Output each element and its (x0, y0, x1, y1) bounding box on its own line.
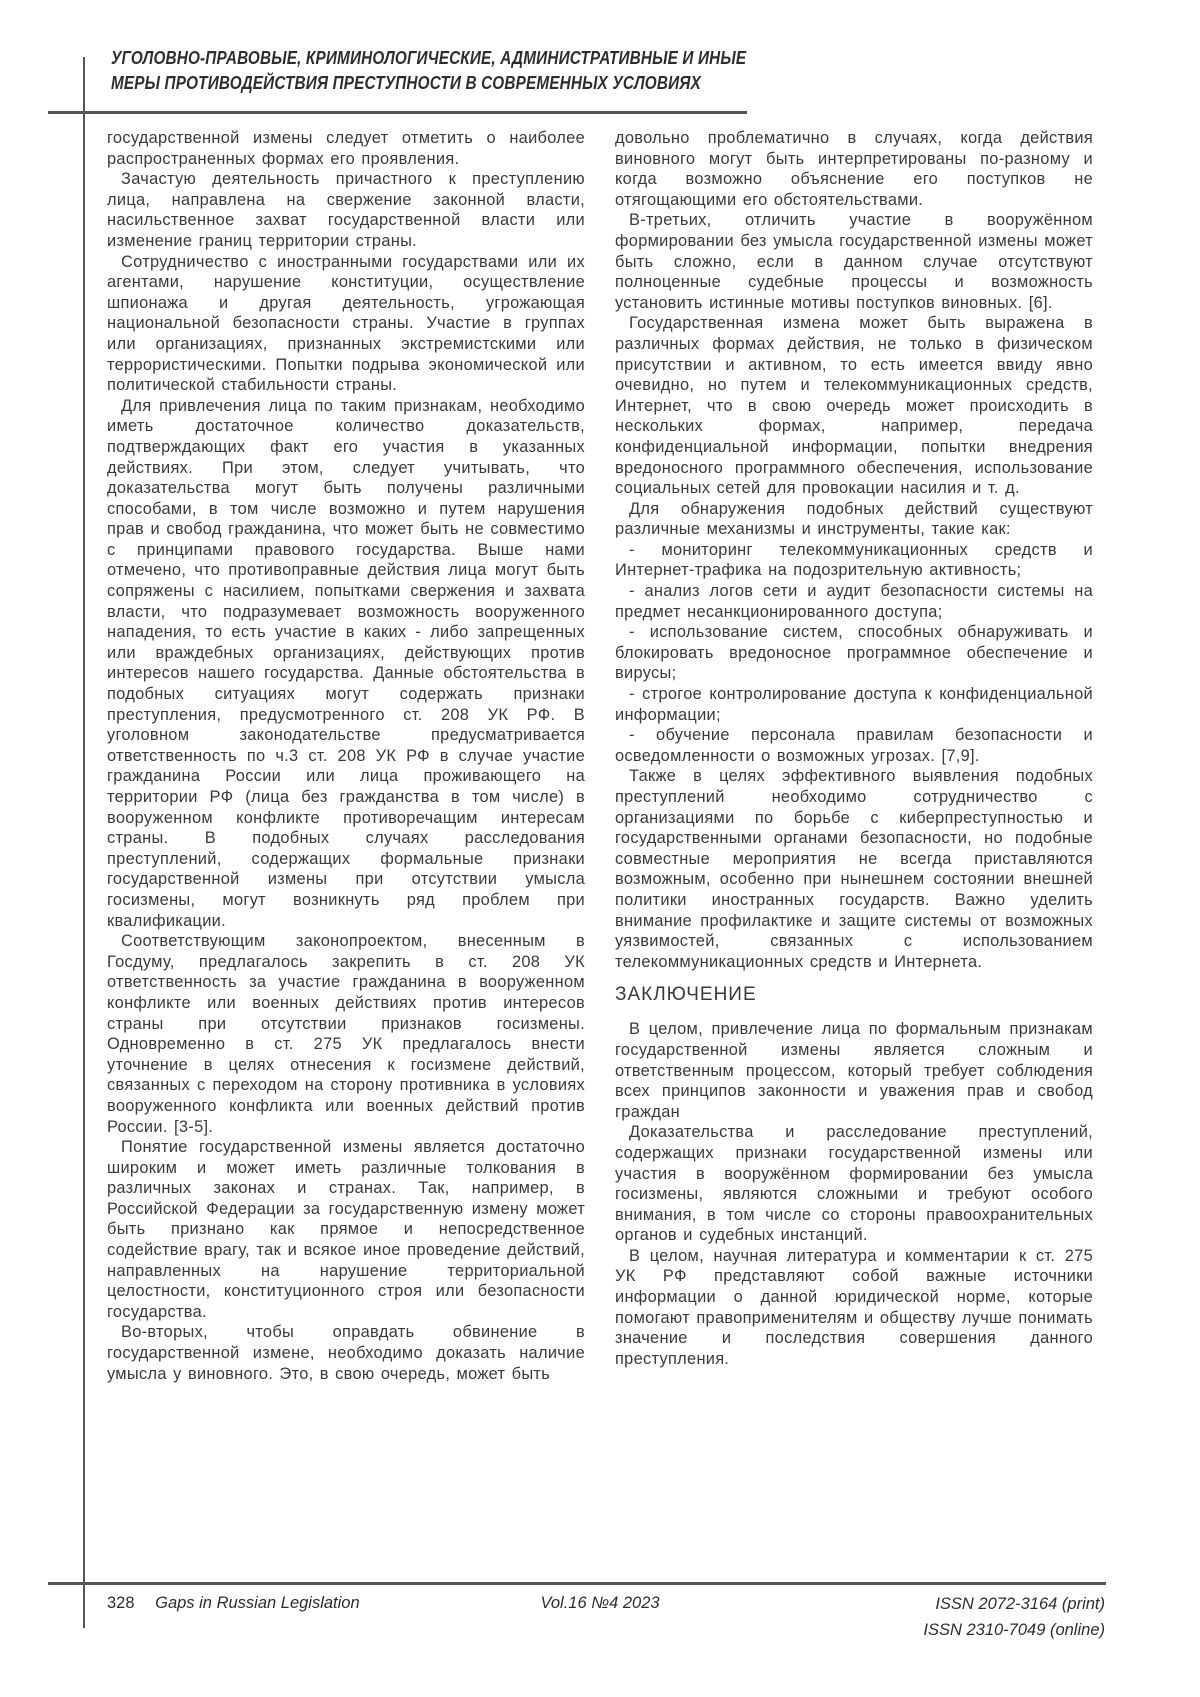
list-item-paragraph: - использование систем, способных обнаруживать и блокировать вредоносное программное обеспечение и вирусы; (615, 623, 1093, 683)
paragraph: Для обнаружения подобных действий существуют различные механизмы и инструменты, такие как: (615, 499, 1093, 539)
list-item-paragraph: - обучение персонала правилам безопасности и осведомленности о возможных угрозах. [7,9]. (615, 726, 1093, 765)
footer-divider (48, 1582, 1106, 1585)
footer-issn-print: ISSN 2072-3164 (print) (935, 1595, 1105, 1613)
paragraph: Доказательства и расследование преступлений, содержащих признаки государственной измены или участия в вооружённом формировании без умысла госизмены, являются сложными и требуют особого внимания, в том числе со стороны правоохранительных органов и судебных инстанций. (615, 1123, 1093, 1245)
list-item-paragraph: - строгое контролирование доступа к конфиденциальной информации; (615, 685, 1093, 724)
paragraph: Зачастую деятельность причастного к преступлению лица, направлена на свержение законной власти, насильственное захват государственной власти или изменение границ территории страны. (107, 170, 585, 250)
paragraph: довольно проблематично в случаях, когда действия виновного могут быть интерпретированы по-разному и когда возможно объяснение его поступков не отягощающими его обстоятельствами. (615, 129, 1093, 209)
list-item-paragraph: - анализ логов сети и аудит безопасности системы на предмет несанкционированного доступа; (615, 582, 1093, 621)
footer-page-number: 328 (107, 1594, 135, 1612)
paragraph: Государственная измена может быть выражена в различных формах действия, не только в физическом присутствии и активном, то есть имеется ввиду явно очевидно, но путем и телекоммуникационных средств, Интернет, что в свою очередь может происходить в нескольких формах, например, передача конфиденциальной информации, попытки внедрения вредоносного программного обеспечения, использование социальных сетей для провокации насилия и т. д. (615, 314, 1093, 498)
paragraph: государственной измены следует отметить о наиболее распространенных формах его проявления. (107, 129, 585, 168)
footer-issn-online: ISSN 2310-7049 (online) (923, 1621, 1105, 1639)
paragraph: Сотрудничество с иностранными государствами или их агентами, нарушение конституции, осуществление шпионажа и другая деятельность, угрожающая национальной безопасности страны. Участие в группах или организациях, признанных экстремистскими или террористическими. Попытки подрыва экономической или политической стабильности страны. (107, 252, 585, 395)
footer-left (107, 1594, 360, 1613)
running-head-line1: УГОЛОВНО-ПРАВОВЫЕ, КРИМИНОЛОГИЧЕСКИЕ, АДМИНИСТРАТИВНЫЕ И ИНЫЕ (111, 48, 747, 68)
left-column (107, 128, 585, 1384)
conclusion-heading: ЗАКЛЮЧЕНИЕ (615, 984, 757, 1006)
list-item-paragraph: - мониторинг телекоммуникационных средств и Интернет-трафика на подозрительную активность; (615, 540, 1093, 580)
paragraph: В целом, научная литература и комментарии к ст. 275 УК РФ представляют собой важные источники информации о данной юридической норме, которые помогают правоприменителям и обществу лучше понимать значение и последствия совершения данного преступления. (615, 1246, 1093, 1368)
footer-volume-issue: Vol.16 №4 2023 (540, 1594, 660, 1612)
header-divider (48, 111, 747, 114)
paragraph: В-третьих, отличить участие в вооружённом формировании без умысла государственной измены может быть сложно, если в данном случае отсутствуют полноценные судебные процессы и возможность установить истинные мотивы поступков виновных. [6]. (615, 211, 1093, 312)
left-margin-rule (83, 57, 85, 1628)
paragraph: Также в целях эффективного выявления подобных преступлений необходимо сотрудничество с организациями по борьбе с киберпреступностью и государственными органами безопасности, но подобные совместные мероприятия не всегда приставляются возможным, особенно при нынешнем состоянии внешней политики иностранных государств. Важно уделить внимание профилактике и защите системы от возможных уязвимостей, связанных с использованием телекоммуникационных средств и Интернета. (615, 767, 1093, 971)
running-head-line2: МЕРЫ ПРОТИВОДЕЙСТВИЯ ПРЕСТУПНОСТИ В СОВРЕМЕННЫХ УСЛОВИЯХ (111, 73, 701, 93)
paragraph: В целом, привлечение лица по формальным признакам государственной измены является сложным и ответственным процессом, который требует соблюдения всех принципов законности и уважения прав и свобод граждан (615, 1020, 1093, 1121)
right-column (615, 128, 1093, 1369)
footer-journal-title: Gaps in Russian Legislation (155, 1594, 360, 1612)
paragraph: Для привлечения лица по таким признакам, необходимо иметь достаточное количество доказательств, подтверждающих факт его участия в указанных действиях. При этом, следует учитывать, что доказательства могут быть получены различными способами, в том числе возможно и путем нарушения прав и свобод гражданина, что может быть не совместимо с принципами правового государства. Выше нами отмечено, что противоправные действия лица могут быть сопряжены с насилием, попытками свержения и захвата власти, что подразумевает возможность вооруженного нападения, то есть участие в каких - либо запрещенных или враждебных организациях, действующих против интересов нашего государства. Данные обстоятельства в подобных ситуациях могут содержать признаки преступления, предусмотренного ст. 208 УК РФ. В уголовном законодательстве предусматривается ответственность по ч.3 ст. 208 УК РФ в случае участие гражданина России или лица проживающего на территории РФ (лица без гражданства в том числе) в вооруженном конфликте противоречащим интересам страны. В подобных случаях расследования преступлений, содержащих формальные признаки государственной измены при отсутствии умысла госизмены, могут возникнуть ряд проблем при квалификации. (107, 396, 585, 930)
paragraph: Понятие государственной измены является достаточно широким и может иметь различные толкования в различных законах и странах. Так, например, в Российской Федерации за государственную измену может быть признано как прямое и непосредственное содействие врагу, так и всякое иное проведение действий, направленных на нарушение территориальной целостности, конституционного строя или безопасности государства. (107, 1138, 585, 1321)
paragraph: Во-вторых, чтобы оправдать обвинение в государственной измене, необходимо доказать наличие умысла у виновного. Это, в свою очередь, может быть (107, 1323, 585, 1383)
paragraph: Соответствующим законопроектом, внесенным в Госдуму, предлагалось закрепить в ст. 208 УК ответственность за участие гражданина в вооруженном конфликте или военных действиях против интересов страны при отсутствии признаков госизмены. Одновременно в ст. 275 УК предлагалось внести уточнение в целях отнесения к госизмене действий, связанных с переходом на сторону противника в условиях вооруженного конфликта или военных действий против России. [3-5]. (107, 932, 585, 1136)
running-head (111, 46, 746, 96)
footer-issn (923, 1591, 1105, 1643)
